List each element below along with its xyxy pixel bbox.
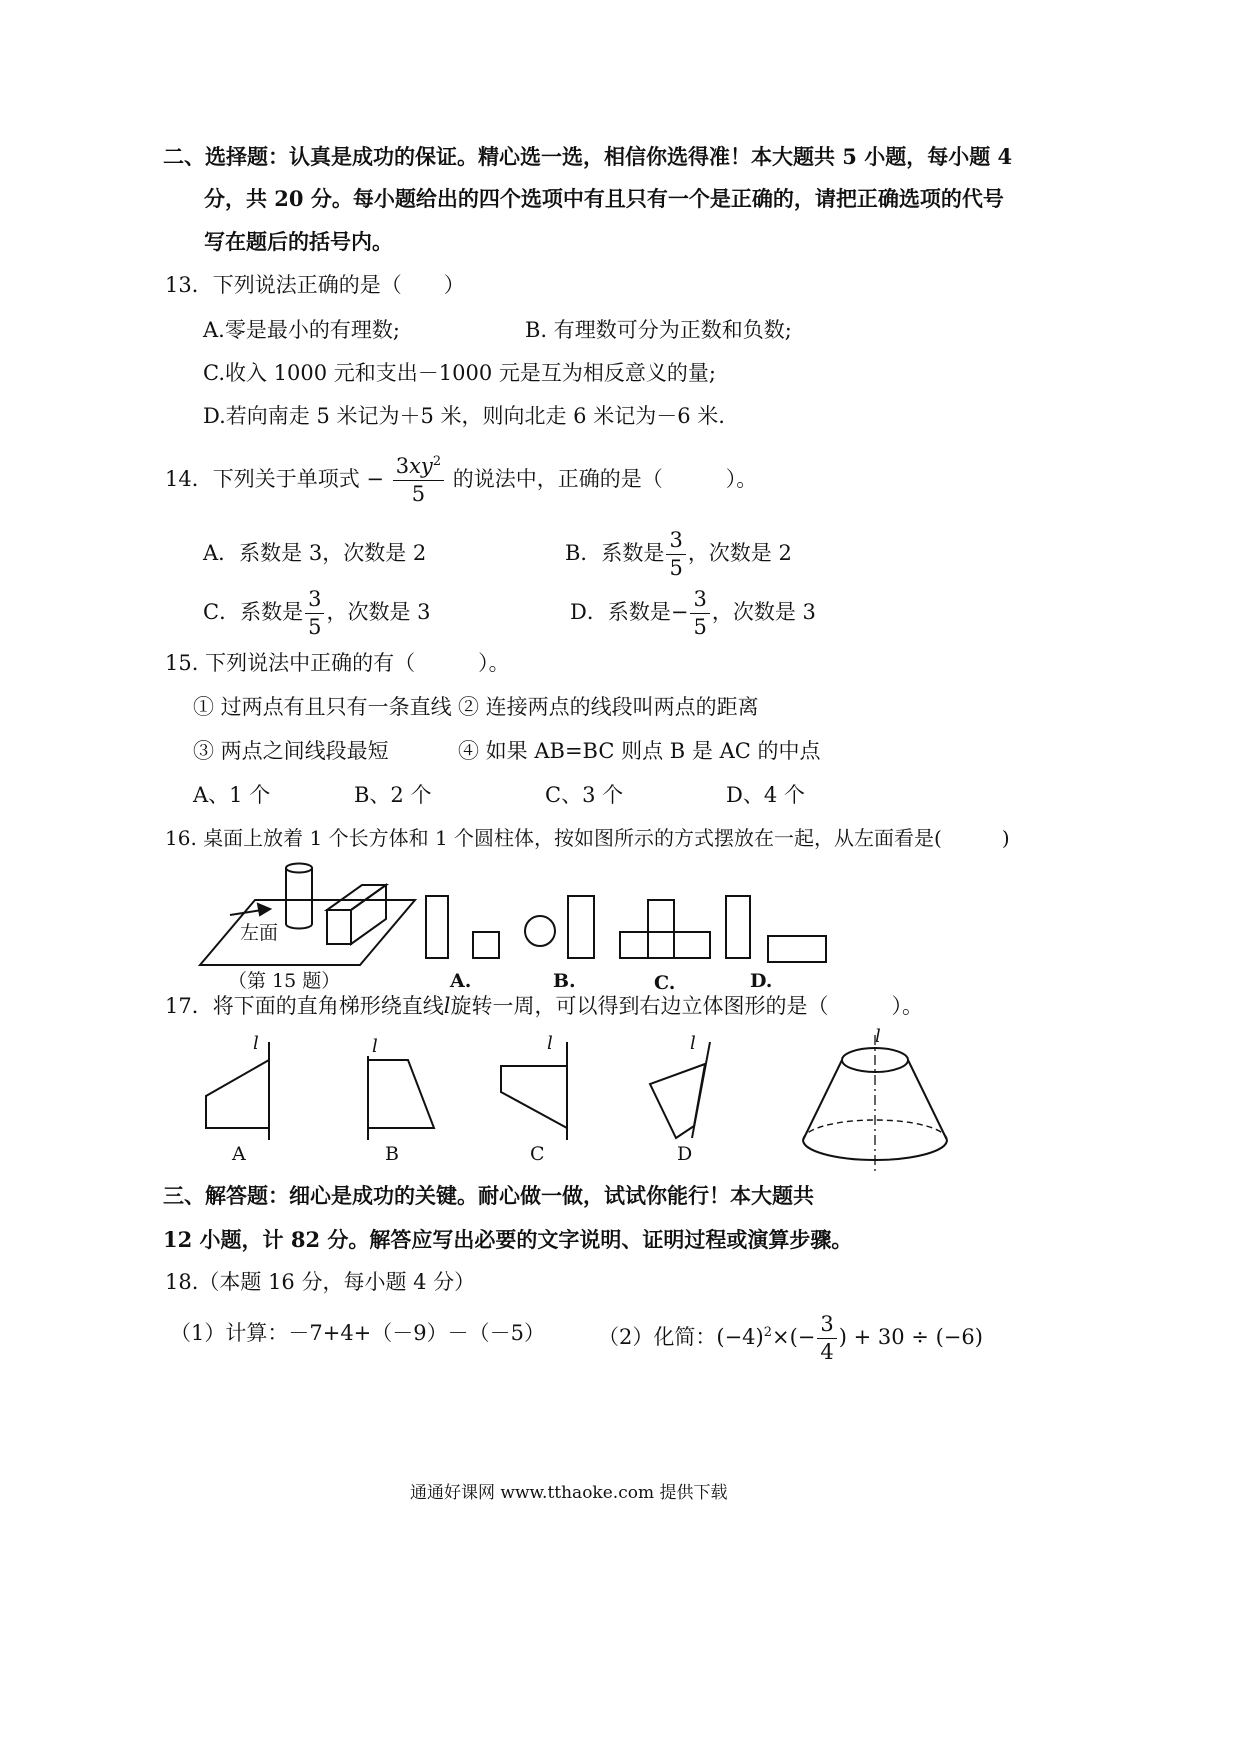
q17-frustum-left <box>803 1060 842 1140</box>
q14-num-coef: 3 <box>395 453 410 478</box>
q13-stem: 13．下列说法正确的是（ ） <box>165 273 465 297</box>
q16-caption: （第 15 题） <box>228 970 341 992</box>
q17-b-trapezoid <box>368 1060 434 1128</box>
footer-text: 通通好课网 www.tthaoke.com 提供下载 <box>410 1483 728 1503</box>
q17-figure-d <box>640 1040 730 1150</box>
q14-num-exp: 2 <box>432 453 442 469</box>
q16-a-square <box>473 932 499 958</box>
q17-d-axis-label: l <box>690 1033 696 1054</box>
q14-option-b-den: 5 <box>669 556 683 580</box>
q15-stem: 15. 下列说法中正确的有（ ）。 <box>165 651 510 675</box>
q17-c-axis-label: l <box>547 1033 553 1054</box>
q14-monomial <box>393 455 444 506</box>
q17-c-trapezoid <box>501 1066 567 1128</box>
q16-b-tall-rect <box>568 896 594 958</box>
q16-table-top <box>200 900 415 965</box>
q16-label-b: B. <box>553 970 576 992</box>
q18-part2 <box>598 1306 983 1364</box>
q14-stem-post: 的说法中，正确的是（ ）。 <box>452 467 758 491</box>
q14-neg-sign: − <box>366 467 385 491</box>
q16-label-c: C. <box>654 972 676 994</box>
q17-figure-c <box>495 1040 585 1150</box>
q15-statement-3: ③ 两点之间线段最短 <box>193 739 389 763</box>
section2-line1: 二、选择题：认真是成功的保证。精心选一选，相信你选得准！本大题共 5 小题，每小题 4 <box>163 144 1013 169</box>
q16-option-a-figure <box>420 892 510 962</box>
q16-c-center <box>648 900 674 958</box>
q18-part2-rest: ) + 30 ÷ (−6) <box>838 1325 983 1349</box>
q18-part2-base: (−4) <box>716 1325 764 1349</box>
q15-option-b: B、2 个 <box>354 783 432 807</box>
q14-option-d <box>570 585 816 639</box>
q14-stem <box>165 448 757 510</box>
q17-label-a: A <box>232 1143 246 1165</box>
q14-option-b-num: 3 <box>666 529 685 555</box>
q17-label-c: C <box>530 1143 545 1165</box>
q16-box-side <box>351 885 386 944</box>
q16-label-a: A. <box>450 970 472 992</box>
q15-option-c: C、3 个 <box>545 783 624 807</box>
q16-d-tall-rect <box>726 896 750 958</box>
q17-stem <box>165 996 923 1017</box>
q17-a-trapezoid <box>206 1060 269 1128</box>
q13-option-a: A.零是最小的有理数; <box>203 318 400 342</box>
q16-left-label: 左面 <box>240 922 279 944</box>
q16-stem: 16. 桌面上放着 1 个长方体和 1 个圆柱体，按如图所示的方式摆放在一起，从左面看是( ) <box>165 826 1010 850</box>
q18-part2-num: 3 <box>817 1313 836 1339</box>
q16-option-d-figure <box>718 892 838 967</box>
q14-option-d-num: 3 <box>690 588 709 614</box>
q14-stem-pre: 14．下列关于单项式 <box>165 467 360 491</box>
q13-option-d: D.若向南走 5 米记为＋5 米，则向北走 6 米记为－6 米. <box>203 404 725 428</box>
q18-part2-exp: 2 <box>763 1325 772 1340</box>
q16-c-base <box>620 932 710 958</box>
q14-option-d-den: 5 <box>693 615 707 639</box>
q14-num-var: xy <box>409 453 433 478</box>
q18-part2-times: ×(− <box>772 1325 816 1349</box>
q15-option-a: A、1 个 <box>193 783 271 807</box>
q17-figure-a <box>200 1040 280 1150</box>
q17-frustum <box>795 1035 955 1185</box>
q14-option-c-pre: C．系数是 <box>203 600 304 624</box>
q15-statement-1: ① 过两点有且只有一条直线 <box>193 695 452 719</box>
q18-part2-frac <box>817 1313 836 1364</box>
q17-frustum-axis-label: l <box>875 1026 881 1047</box>
q16-main-figure <box>200 860 420 970</box>
q14-option-b <box>565 526 792 580</box>
q14-den: 5 <box>411 482 426 506</box>
q18-part1: （1）计算：－7+4+（－9）－（－5） <box>170 1321 545 1345</box>
q14-option-c-den: 5 <box>308 615 322 639</box>
q17-stem-post: 旋转一周，可以得到右边立体图形的是（ ）。 <box>450 994 923 1018</box>
q16-arrow-head-icon <box>258 904 270 915</box>
q17-a-axis-label: l <box>253 1033 259 1054</box>
q16-cylinder-top <box>286 864 312 873</box>
q16-box-front <box>327 910 351 944</box>
section2-line3: 写在题后的括号内。 <box>204 229 393 254</box>
q14-option-b-pre: B．系数是 <box>565 541 665 565</box>
section3-line1: 三、解答题：细心是成功的关键。耐心做一做，试试你能行！本大题共 <box>163 1183 814 1208</box>
q16-cylinder-body <box>286 868 312 929</box>
q16-option-b-figure <box>520 892 610 962</box>
q17-frustum-right <box>908 1060 947 1140</box>
q14-option-c-num: 3 <box>305 588 324 614</box>
q14-option-d-frac <box>690 588 709 639</box>
section3-line2: 12 小题，计 82 分。解答应写出必要的文字说明、证明过程或演算步骤。 <box>163 1227 853 1252</box>
q17-stem-pre: 17．将下面的直角梯形绕直线 <box>165 994 444 1018</box>
q16-option-c-figure <box>615 892 715 962</box>
q14-option-c-frac <box>305 588 324 639</box>
q16-label-d: D. <box>750 970 773 992</box>
q17-label-d: D <box>677 1143 693 1165</box>
q15-statement-2: ② 连接两点的线段叫两点的距离 <box>458 695 759 719</box>
q18-part2-pre: （2）化简： <box>598 1325 717 1349</box>
q14-option-d-pre: D．系数是 <box>570 600 671 624</box>
q15-option-d: D、4 个 <box>726 783 805 807</box>
q16-a-tall-rect <box>426 896 448 958</box>
q14-option-d-neg: − <box>670 600 689 624</box>
q17-stem-var: l <box>443 994 451 1018</box>
q15-statement-4: ④ 如果 AB=BC 则点 B 是 AC 的中点 <box>458 739 821 763</box>
q14-option-b-frac <box>666 529 685 580</box>
q18-stem: 18.（本题 16 分，每小题 4 分） <box>165 1270 476 1294</box>
q14-option-a: A．系数是 3，次数是 2 <box>203 541 427 565</box>
q16-d-wide-rect <box>768 936 826 962</box>
q14-option-c <box>203 585 431 639</box>
q14-option-c-post: ，次数是 3 <box>326 600 431 624</box>
q17-label-b: B <box>385 1143 399 1165</box>
q18-part2-den: 4 <box>820 1340 834 1364</box>
q17-b-axis-label: l <box>372 1036 378 1057</box>
q14-option-b-post: ，次数是 2 <box>687 541 792 565</box>
q13-option-c: C.收入 1000 元和支出－1000 元是互为相反意义的量; <box>203 361 716 385</box>
q13-option-b: B. 有理数可分为正数和负数; <box>525 318 792 342</box>
q17-d-trapezoid <box>650 1064 705 1138</box>
q16-b-circle <box>525 916 555 946</box>
q14-option-d-post: ，次数是 3 <box>711 600 816 624</box>
section2-line2: 分，共 20 分。每小题给出的四个选项中有且只有一个是正确的，请把正确选项的代号 <box>204 186 1004 211</box>
